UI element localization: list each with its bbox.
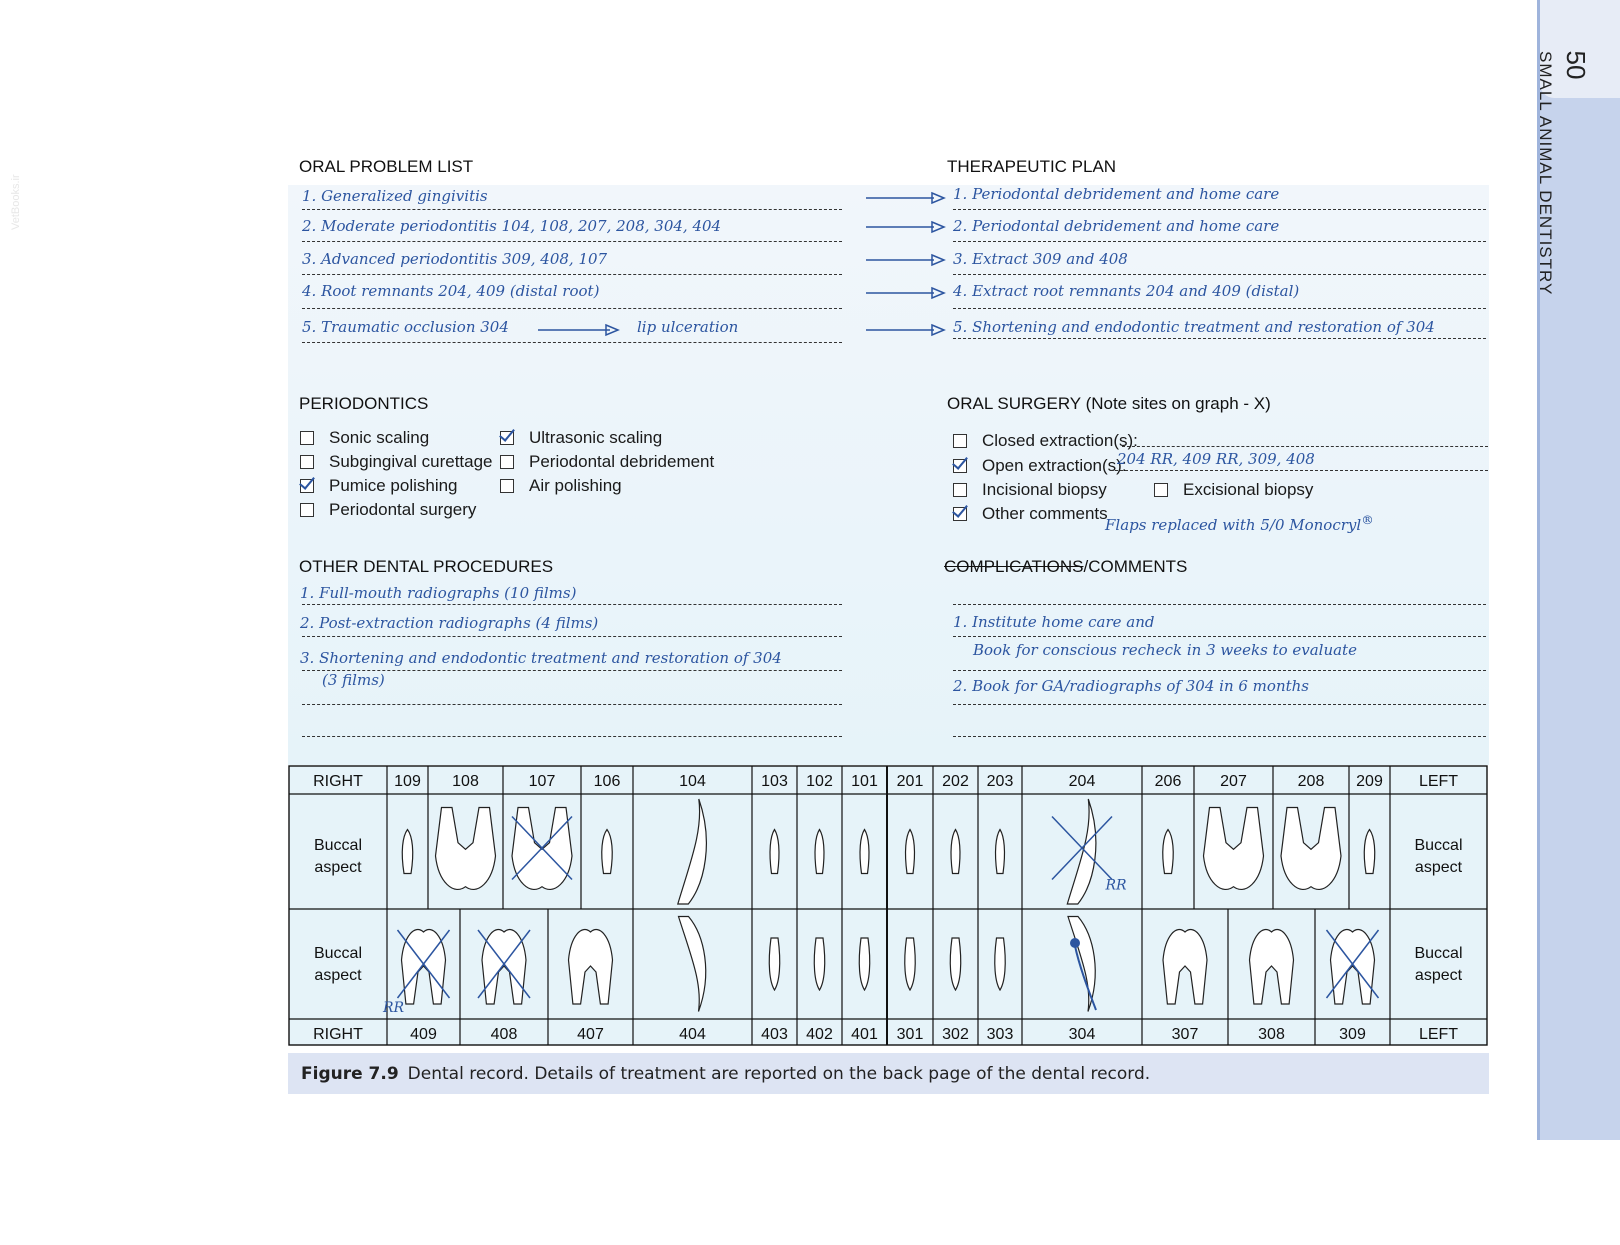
checkbox-periodontal-debridement[interactable]: Periodontal debridement bbox=[500, 452, 714, 472]
aspect-label: aspect bbox=[314, 967, 362, 984]
checkbox-ultrasonic-scaling[interactable]: Ultrasonic scaling bbox=[500, 428, 662, 448]
tooth-number-202: 202 bbox=[942, 773, 969, 790]
problem-item: 3. Advanced periodontitis 309, 408, 107 bbox=[302, 250, 608, 268]
other-comments-value: Flaps replaced with 5/0 Monocryl® bbox=[1105, 512, 1374, 534]
tooth-number-206: 206 bbox=[1154, 773, 1182, 790]
open-extraction-value: 204 RR, 409 RR, 309, 408 bbox=[1117, 450, 1315, 468]
plan-item: 2. Periodontal debridement and home care bbox=[953, 217, 1280, 235]
therapeutic-plan-heading: THERAPEUTIC PLAN bbox=[947, 157, 1117, 176]
tooth-number-102: 102 bbox=[806, 773, 833, 790]
tooth-number-201: 201 bbox=[896, 773, 924, 790]
tooth-203-icon bbox=[996, 830, 1005, 874]
checkbox-excisional-biopsy[interactable]: Excisional biopsy bbox=[1154, 480, 1313, 500]
tooth-201-icon bbox=[906, 830, 915, 874]
tooth-number-209: 209 bbox=[1356, 773, 1383, 790]
periodontics-heading: PERIODONTICS bbox=[299, 394, 429, 413]
oral-surgery-heading: ORAL SURGERY (Note sites on graph - X) bbox=[947, 394, 1271, 413]
tooth-number-303: 303 bbox=[986, 1026, 1014, 1043]
other-procedures-heading: OTHER DENTAL PROCEDURES bbox=[299, 557, 554, 576]
lip-ulceration-text: lip ulceration bbox=[637, 318, 739, 336]
checkbox-subgingival-curettage[interactable]: Subgingival curettage bbox=[300, 452, 493, 472]
tooth-101-icon bbox=[860, 830, 869, 874]
checkbox-incisional-biopsy[interactable]: Incisional biopsy bbox=[953, 480, 1107, 500]
aspect-label: Buccal bbox=[313, 945, 363, 962]
plan-item: 1. Periodontal debridement and home care bbox=[953, 185, 1280, 203]
aspect-label: aspect bbox=[1414, 859, 1463, 876]
tooth-301-icon bbox=[905, 938, 915, 990]
tooth-number-404: 404 bbox=[679, 1026, 706, 1043]
tooth-number-402: 402 bbox=[806, 1026, 833, 1043]
tooth-number-307: 307 bbox=[1171, 1026, 1199, 1043]
tooth-number-403: 403 bbox=[761, 1026, 788, 1043]
figure-caption-text: Dental record. Details of treatment are reported on the back page of the dental record. bbox=[407, 1063, 1151, 1084]
tooth-number-104: 104 bbox=[679, 773, 706, 790]
comment-item: Book for conscious recheck in 3 weeks to evaluate bbox=[973, 641, 1357, 659]
tooth-number-302: 302 bbox=[942, 1026, 969, 1043]
tooth-number-409: 409 bbox=[410, 1026, 437, 1043]
tooth-302-icon bbox=[950, 938, 960, 990]
problem-item: 4. Root remnants 204, 409 (distal root) bbox=[302, 282, 600, 300]
checkbox-pumice-polishing[interactable]: Pumice polishing bbox=[300, 476, 458, 496]
plan-item: 4. Extract root remnants 204 and 409 (distal) bbox=[953, 282, 1300, 300]
aspect-label: Buccal bbox=[1414, 945, 1463, 962]
problem-item: 1. Generalized gingivitis bbox=[302, 187, 488, 205]
checkbox-air-polishing[interactable]: Air polishing bbox=[500, 476, 622, 496]
tooth-number-401: 401 bbox=[851, 1026, 878, 1043]
tooth-number-408: 408 bbox=[490, 1026, 518, 1043]
comment-item: 2. Book for GA/radiographs of 304 in 6 months bbox=[953, 677, 1309, 695]
left-label: LEFT bbox=[1418, 773, 1459, 790]
tooth-103-icon bbox=[770, 830, 779, 874]
tooth-number-207: 207 bbox=[1220, 773, 1247, 790]
procedure-item: 1. Full-mouth radiographs (10 films) bbox=[300, 584, 577, 602]
tooth-number-108: 108 bbox=[452, 773, 479, 790]
aspect-label: aspect bbox=[1414, 967, 1463, 984]
plan-item: 5. Shortening and endodontic treatment and restoration of 304 bbox=[953, 318, 1435, 336]
checkbox-closed-extraction[interactable]: Closed extraction(s): bbox=[953, 431, 1138, 451]
tooth-106-icon bbox=[602, 830, 612, 874]
problem-item: 2. Moderate periodontitis 104, 108, 207, 208, 304, 404 bbox=[302, 217, 722, 235]
comment-item: 1. Institute home care and bbox=[953, 613, 1155, 631]
tooth-402-icon bbox=[814, 938, 824, 990]
tooth-number-107: 107 bbox=[528, 773, 556, 790]
tooth-206-icon bbox=[1163, 830, 1173, 874]
checkbox-sonic-scaling[interactable]: Sonic scaling bbox=[300, 428, 429, 448]
figure-label: Figure 7.9 bbox=[301, 1063, 399, 1084]
tooth-number-208: 208 bbox=[1297, 773, 1325, 790]
tooth-number-309: 309 bbox=[1339, 1026, 1366, 1043]
aspect-label: Buccal bbox=[313, 837, 363, 854]
tooth-number-407: 407 bbox=[577, 1026, 604, 1043]
tooth-202-icon bbox=[951, 830, 960, 874]
watermark: VetBooks.ir bbox=[10, 174, 22, 230]
aspect-label: aspect bbox=[314, 859, 362, 876]
procedure-item: 3. Shortening and endodontic treatment and restoration of 304 bbox=[300, 649, 782, 667]
complications-heading: COMPLICATIONS/COMMENTS bbox=[944, 557, 1188, 576]
tooth-number-101: 101 bbox=[851, 773, 878, 790]
checkbox-open-extraction[interactable]: Open extraction(s): bbox=[953, 456, 1127, 476]
tooth-209-icon bbox=[1364, 830, 1374, 874]
problem-item: 5. Traumatic occlusion 304 bbox=[302, 318, 509, 336]
plan-item: 3. Extract 309 and 408 bbox=[953, 250, 1128, 268]
tooth-102-icon bbox=[815, 830, 824, 874]
tooth-303-icon bbox=[995, 938, 1005, 990]
tooth-number-103: 103 bbox=[761, 773, 788, 790]
root-remnant-mark-409: RR bbox=[382, 1000, 405, 1016]
tooth-number-308: 308 bbox=[1258, 1026, 1285, 1043]
right-label: RIGHT bbox=[313, 773, 363, 790]
tooth-403-icon bbox=[769, 938, 779, 990]
page-number: 50 bbox=[1561, 50, 1591, 80]
tooth-109-icon bbox=[402, 830, 412, 874]
oral-problem-list-heading: ORAL PROBLEM LIST bbox=[299, 157, 474, 176]
figure-caption bbox=[288, 1053, 1489, 1094]
checkbox-periodontal-surgery[interactable]: Periodontal surgery bbox=[300, 500, 476, 520]
tooth-number-106: 106 bbox=[593, 773, 621, 790]
tooth-number-304: 304 bbox=[1068, 1026, 1096, 1043]
procedure-item: 2. Post-extraction radiographs (4 films) bbox=[300, 614, 599, 632]
left-label: LEFT bbox=[1418, 1026, 1459, 1043]
running-head: SMALL ANIMAL DENTISTRY bbox=[1536, 51, 1555, 296]
checkbox-other-comments[interactable]: Other comments bbox=[953, 504, 1108, 524]
tooth-401-icon bbox=[859, 938, 869, 990]
procedure-item: (3 films) bbox=[322, 671, 385, 689]
right-label: RIGHT bbox=[313, 1026, 363, 1043]
tooth-number-204: 204 bbox=[1068, 773, 1096, 790]
root-remnant-mark-204: RR bbox=[1105, 877, 1127, 894]
aspect-label: Buccal bbox=[1414, 837, 1463, 854]
tooth-number-203: 203 bbox=[986, 773, 1014, 790]
tooth-number-109: 109 bbox=[394, 773, 421, 790]
tooth-number-301: 301 bbox=[896, 1026, 924, 1043]
